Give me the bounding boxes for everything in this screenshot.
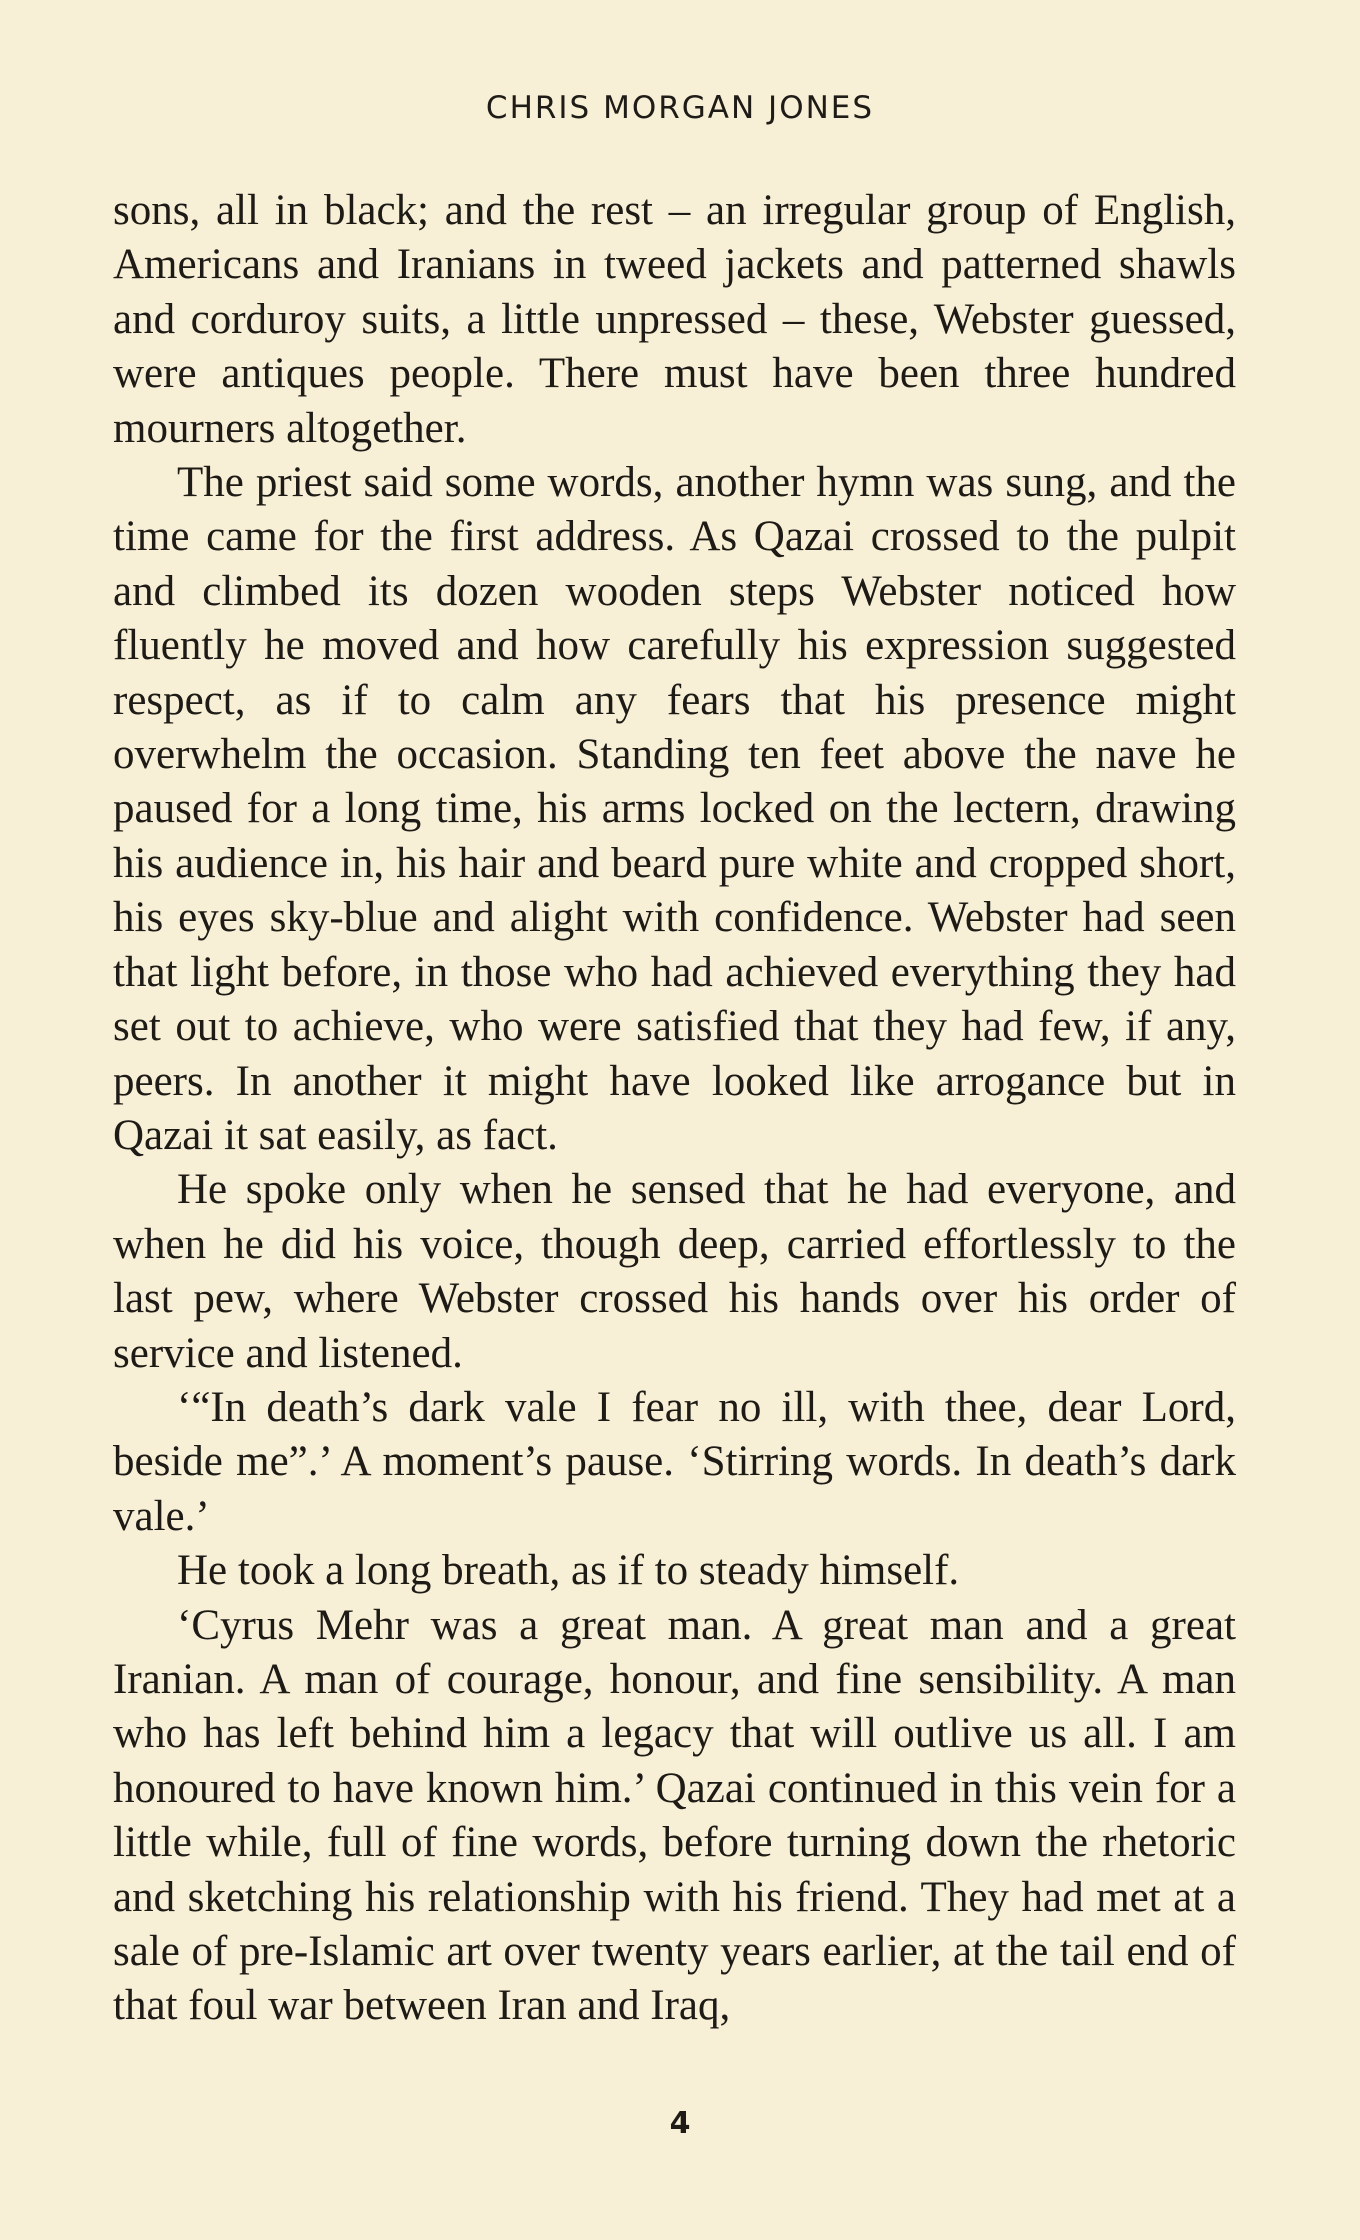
paragraph-continued: sons, all in black; and the rest – an irregular group of English, Americans and Iranians in tweed jackets and patterned shawls and corduroy suits, a little unpressed – these, Webster guessed, were antiques people. There must have been three hundred mourners altogether.: [113, 187, 1236, 452]
paragraph: ‘“In death’s dark vale I fear no ill, with thee, dear Lord, beside me”.’ A moment’s pause. ‘Stirring words. In death’s dark vale.’: [113, 1383, 1236, 1540]
paragraph: He spoke only when he sensed that he had everyone, and when he did his voice, though deep, carried effortlessly to the last pew, where Webster crossed his hands over his order of service and listened.: [113, 1166, 1236, 1377]
body-text: [113, 184, 1236, 2034]
paragraph: The priest said some words, another hymn was sung, and the time came for the first address. As Qazai crossed to the pulpit and climbed its dozen wooden steps Webster noticed how fluently he moved and how carefully his expression suggested respect, as if to calm any fears that his presence might overwhelm the occasion. Standing ten feet above the nave he paused for a long time, his arms locked on the lectern, drawing his audience in, his hair and beard pure white and cropped short, his eyes sky-blue and alight with confidence. Webster had seen that light before, in those who had achieved everything they had set out to achieve, who were satisfied that they had few, if any, peers. In another it might have looked like arrogance but in Qazai it sat easily, as fact.: [113, 459, 1236, 1159]
running-head: CHRIS MORGAN JONES: [485, 90, 875, 126]
paragraph: He took a long breath, as if to steady himself.: [177, 1547, 960, 1595]
paragraph: ‘Cyrus Mehr was a great man. A great man and a great Iranian. A man of courage, honour, and fine sensibility. A man who has left behind him a legacy that will outlive us all. I am honoured to have known him.’ Qazai continued in this vein for a little while, full of fine words, before turning down the rhetoric and sketching his relationship with his friend. They had met at a sale of pre-Islamic art over twenty years earlier, at the tail end of that foul war between Iran and Iraq,: [113, 1601, 1236, 2030]
page-number: 4: [669, 2106, 691, 2141]
